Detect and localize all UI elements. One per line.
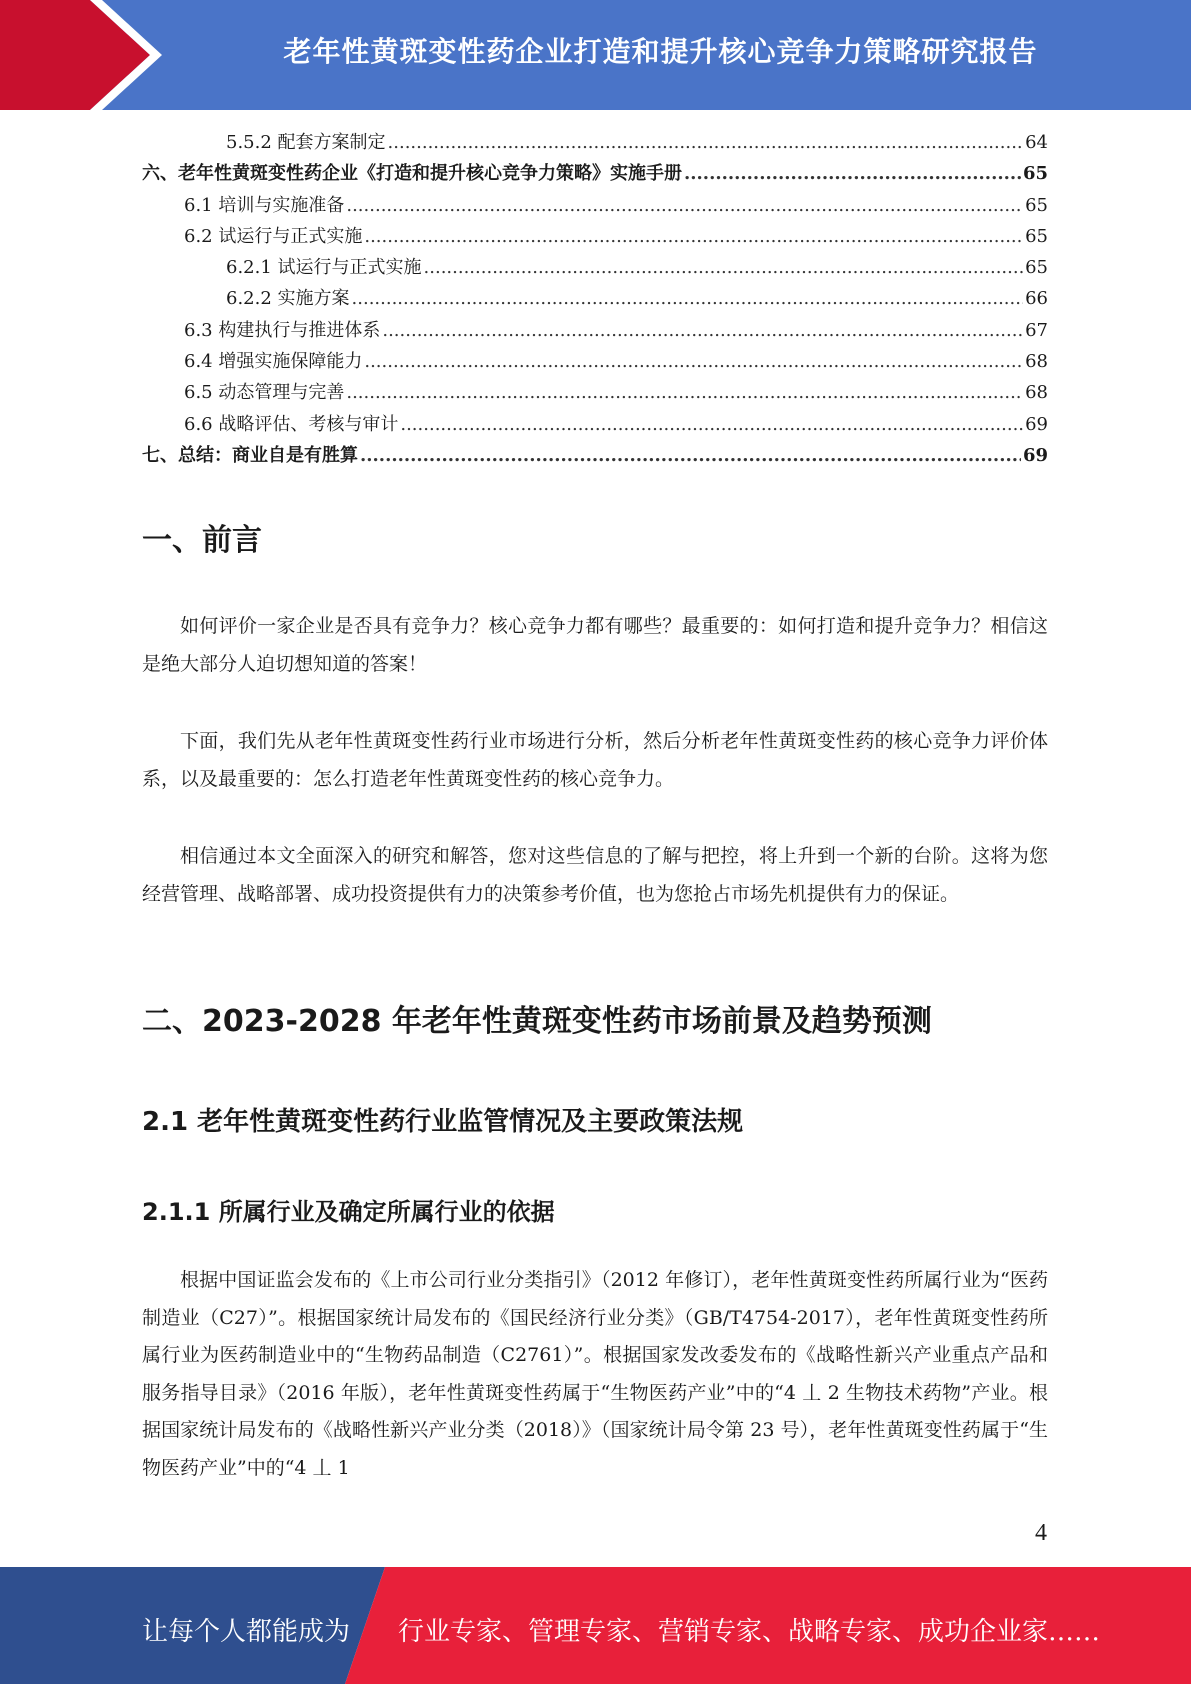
toc-entry-label: 6.2.1 试运行与正式实施 [226, 257, 422, 279]
toc-entry-label: 6.5 动态管理与完善 [184, 382, 345, 404]
footer-slogan-right: 行业专家、管理专家、营销专家、战略专家、成功企业家…… [398, 1617, 1101, 1647]
toc-entry-page: 69 [1022, 444, 1048, 466]
toc-entry-page: 68 [1025, 351, 1048, 373]
toc-entry[interactable] [142, 347, 1048, 378]
subsection-heading: 2.1.1 所属行业及确定所属行业的依据 [142, 1198, 555, 1226]
toc-leader-dots [382, 320, 1023, 341]
toc-leader-dots [352, 288, 1024, 309]
toc-entry-page: 65 [1022, 163, 1048, 185]
page-number: 4 [1035, 1520, 1047, 1546]
toc-entry-page: 69 [1025, 413, 1048, 435]
toc-entry-label: 6.2.2 实施方案 [226, 288, 350, 310]
footer-slogan-left: 让每个人都能成为 [142, 1617, 351, 1647]
toc-entry[interactable] [142, 441, 1048, 472]
toc-entry-label: 6.6 战略评估、考核与审计 [184, 413, 399, 435]
toc-entry[interactable] [142, 253, 1048, 284]
toc-entry-label: 6.1 培训与实施准备 [184, 194, 345, 216]
toc-leader-dots [364, 226, 1023, 247]
section-heading: 2.1 老年性黄斑变性药行业监管情况及主要政策法规 [142, 1107, 744, 1137]
preface-paragraph: 相信通过本文全面深入的研究和解答，您对这些信息的了解与把控，将上升到一个新的台阶。这将为您经营管理、战略部署、成功投资提供有力的决策参考价值，也为您抢占市场先机提供有力的保证。 [142, 845, 1048, 905]
toc-entry-page: 66 [1025, 288, 1048, 310]
toc-entry-label: 七、总结：商业自是有胜算 [142, 444, 358, 466]
toc-entry-page: 65 [1025, 257, 1048, 279]
toc-entry-page: 65 [1025, 225, 1048, 247]
table-of-contents [142, 128, 1048, 472]
toc-leader-dots [424, 257, 1024, 278]
preface-paragraph: 如何评价一家企业是否具有竞争力？核心竞争力都有哪些？最重要的：如何打造和提升竞争力？相信这是绝大部分人迫切想知道的答案！ [142, 615, 1048, 675]
toc-entry-label: 5.5.2 配套方案制定 [226, 132, 386, 153]
toc-entry[interactable] [142, 128, 1048, 159]
toc-entry[interactable] [142, 284, 1048, 315]
toc-entry-label: 6.2 试运行与正式实施 [184, 225, 363, 247]
toc-leader-dots [400, 414, 1023, 435]
toc-leader-dots [684, 163, 1021, 184]
toc-entry-label: 六、老年性黄斑变性药企业《打造和提升核心竞争力策略》实施手册 [142, 163, 682, 185]
toc-leader-dots [346, 382, 1023, 403]
toc-entry[interactable] [142, 222, 1048, 253]
preface-paragraph: 下面，我们先从老年性黄斑变性药行业市场进行分析，然后分析老年性黄斑变性药的核心竞争力评价体系，以及最重要的：怎么打造老年性黄斑变性药的核心竞争力。 [142, 730, 1048, 790]
toc-leader-dots [360, 445, 1021, 466]
body-paragraph: 根据中国证监会发布的《上市公司行业分类指引》（2012 年修订），老年性黄斑变性药所属行业为“医药制造业（C27）”。根据国家统计局发布的《国民经济行业分类》（GB/T4754-2017），老年性黄斑变性药所属行业为医药制造业中的“生物药品制造（C2761）”。根据国家发改委发布的《战略性新兴产业重点产品和服务指导目录》（2016 年版），老年性黄斑变性药属于“生物医药产业”中的“4 丄 2 生物技术药物”产业。根据国家统计局发布的《战略性新兴产业分类（2018）》（国家统计局令第 23 号），老年性黄斑变性药属于“生物医药产业”中的“4 丄 1 [142, 1269, 1048, 1479]
toc-entry[interactable] [142, 410, 1048, 441]
toc-entry-label: 6.4 增强实施保障能力 [184, 351, 363, 373]
toc-entry[interactable] [142, 191, 1048, 222]
toc-entry[interactable] [142, 316, 1048, 347]
toc-entry-label: 6.3 构建执行与推进体系 [184, 319, 381, 341]
toc-leader-dots [388, 132, 1024, 153]
report-title: 老年性黄斑变性药企业打造和提升核心竞争力策略研究报告 [283, 35, 1038, 68]
toc-entry[interactable] [142, 159, 1048, 190]
toc-entry-page: 68 [1025, 382, 1048, 404]
toc-leader-dots [364, 351, 1023, 372]
toc-leader-dots [346, 195, 1023, 216]
chapter-heading: 二、2023-2028 年老年性黄斑变性药市场前景及趋势预测 [142, 1004, 932, 1039]
header-banner [0, 0, 1191, 110]
toc-entry-page: 64 [1025, 132, 1048, 153]
toc-entry-page: 65 [1025, 194, 1048, 216]
toc-entry[interactable] [142, 378, 1048, 409]
footer-banner [0, 1567, 1191, 1684]
preface-heading: 一、前言 [142, 523, 262, 558]
toc-entry-page: 67 [1025, 319, 1048, 341]
